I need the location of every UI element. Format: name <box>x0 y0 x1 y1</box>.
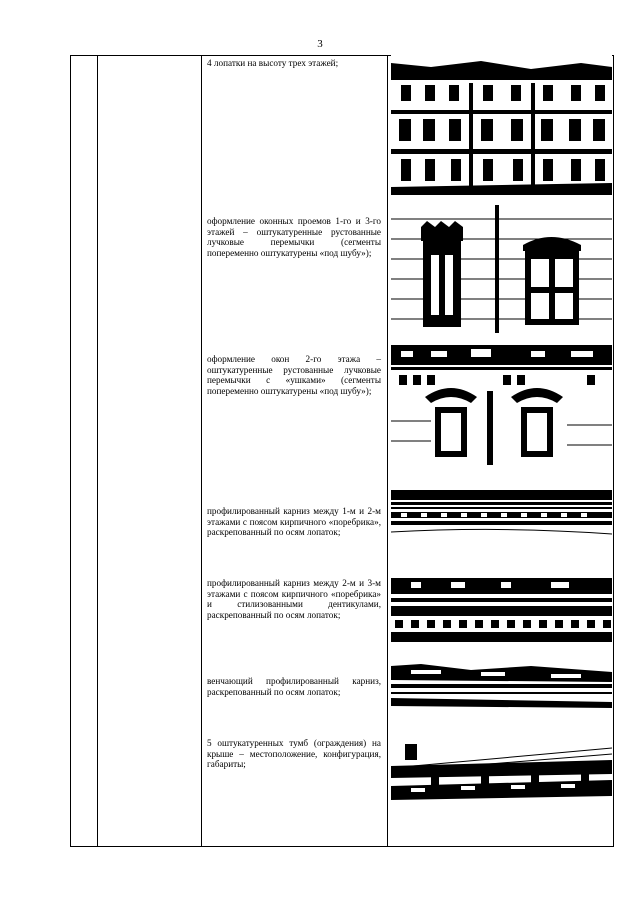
feature-description: профилированный карниз между 2-м и 3-м этажами с поясом кирпичного «поребрика» и стилизованными дентикулами, раскрепованный по осям лопаток; <box>207 578 381 620</box>
feature-description: профилированный карниз между 1-м и 2-м этажами с поясом кирпичного «поребрика», раскрепованный по осям лопаток; <box>207 506 381 538</box>
feature-description: оформление окон 2-го этажа – оштукатуренные рустованные лучковые перемычки с «ушками» (сегменты попеременно оштукатурены «под шубу»); <box>207 354 381 396</box>
column-divider <box>387 56 388 846</box>
feature-description: венчающий профилированный карниз, раскрепованный по осям лопаток; <box>207 676 381 697</box>
feature-description: 5 оштукатуренных тумб (ограждения) на крыше – местоположение, конфигурация, габариты; <box>207 738 381 770</box>
column-divider <box>97 56 98 846</box>
building-facade-photo <box>391 55 612 195</box>
cornice-1-2-photo <box>391 490 612 540</box>
cornice-2-3-photo <box>391 578 612 642</box>
second-floor-window-photo <box>391 345 612 465</box>
feature-description: оформление оконных проемов 1-го и 3-го этажей – оштукатуренные рустованные лучковые перемычки (сегменты попеременно оштукатурены «под шубу»); <box>207 216 381 258</box>
page-number: 3 <box>317 38 323 50</box>
column-divider <box>201 56 202 846</box>
window-lintel-photo <box>391 205 612 333</box>
roof-pedestals-photo <box>391 738 612 804</box>
crowning-cornice-photo <box>391 662 612 714</box>
feature-description: 4 лопатки на высоту трех этажей; <box>207 58 339 68</box>
